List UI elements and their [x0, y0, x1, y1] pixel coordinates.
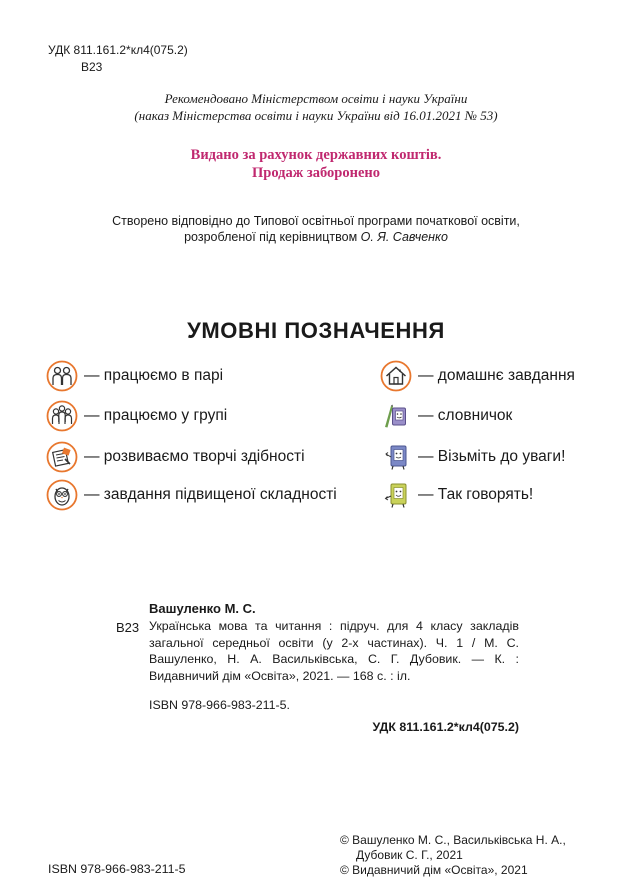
footer-isbn: ISBN 978-966-983-211-5: [48, 862, 186, 876]
program-note-author: О. Я. Савченко: [360, 230, 448, 244]
legend-label-dictionary: — словничок: [418, 407, 513, 424]
legend-item-dictionary: [380, 399, 512, 433]
funding-line-1: Видано за рахунок державних коштів.: [190, 147, 442, 163]
reference-index: В23: [116, 620, 140, 635]
program-note-prefix: розробленої під керівництвом: [184, 230, 361, 244]
copyright-block: [340, 833, 566, 878]
funding-line-2: Продаж заборонено: [252, 165, 380, 181]
legend-item-difficult: [46, 478, 337, 512]
sayings-book-icon: [380, 479, 412, 511]
house-icon: [380, 360, 412, 392]
group-icon: [46, 400, 78, 432]
legend-item-attention: [380, 440, 565, 474]
legend-label-sayings: — Так говорять!: [418, 486, 534, 503]
legend-item-group: [46, 399, 227, 433]
pair-icon: [46, 360, 78, 392]
catalog-index: В23: [81, 60, 103, 74]
reference-author: Вашуленко М. С.: [149, 601, 256, 616]
reference-body: Українська мова та читання : підруч. для 4 класу закладів загальної середньої освіти (у 2-х частинах). Ч. 1 / М. С. Вашуленко, Н. А. Васильківська, С. Г. Дубовик. — К. : Видавничий дім «Освіта», 2021. — 168 с. : іл.: [149, 619, 519, 683]
attention-book-icon: [380, 441, 412, 473]
legend-label-difficult: — завдання підвищеної складності: [84, 486, 337, 503]
program-note-line-2: [0, 229, 632, 245]
legend-item-homework: [380, 359, 575, 393]
program-note: [0, 213, 632, 245]
ministry-recommendation: [0, 90, 632, 124]
legend-label-homework: — домашнє завдання: [418, 367, 575, 384]
program-note-line-1: Створено відповідно до Типової освітньої програми початкової освіти,: [112, 214, 520, 228]
funding-notice: [0, 146, 632, 182]
legend-label-attention: — Візьміть до уваги!: [418, 448, 566, 465]
recommendation-line-1: Рекомендовано Міністерством освіти і науки України: [164, 91, 468, 106]
copyright-line-3: © Видавничий дім «Освіта», 2021: [340, 863, 528, 877]
legend-title: УМОВНІ ПОЗНАЧЕННЯ: [187, 318, 445, 343]
owl-icon: [46, 479, 78, 511]
legend-label-creative: — розвиваємо творчі здібності: [84, 448, 305, 465]
legend-item-pair: [46, 359, 223, 393]
dictionary-icon: [380, 400, 412, 432]
legend-label-group: — працюємо у групі: [84, 407, 228, 424]
creative-icon: [46, 441, 78, 473]
reference-udk: УДК 811.161.2*кл4(075.2): [372, 720, 519, 734]
legend-item-creative: [46, 440, 305, 474]
legend-label-pair: — працюємо в парі: [84, 367, 224, 384]
reference-isbn: ISBN 978-966-983-211-5.: [149, 698, 290, 712]
copyright-line-2: Дубовик С. Г., 2021: [356, 848, 463, 862]
recommendation-line-2: (наказ Міністерства освіти і науки України від 16.01.2021 № 53): [134, 108, 498, 123]
udk-code: УДК 811.161.2*кл4(075.2): [48, 43, 188, 57]
copyright-line-1: © Вашуленко М. С., Васильківська Н. А.,: [340, 833, 566, 847]
legend-item-sayings: [380, 478, 533, 512]
